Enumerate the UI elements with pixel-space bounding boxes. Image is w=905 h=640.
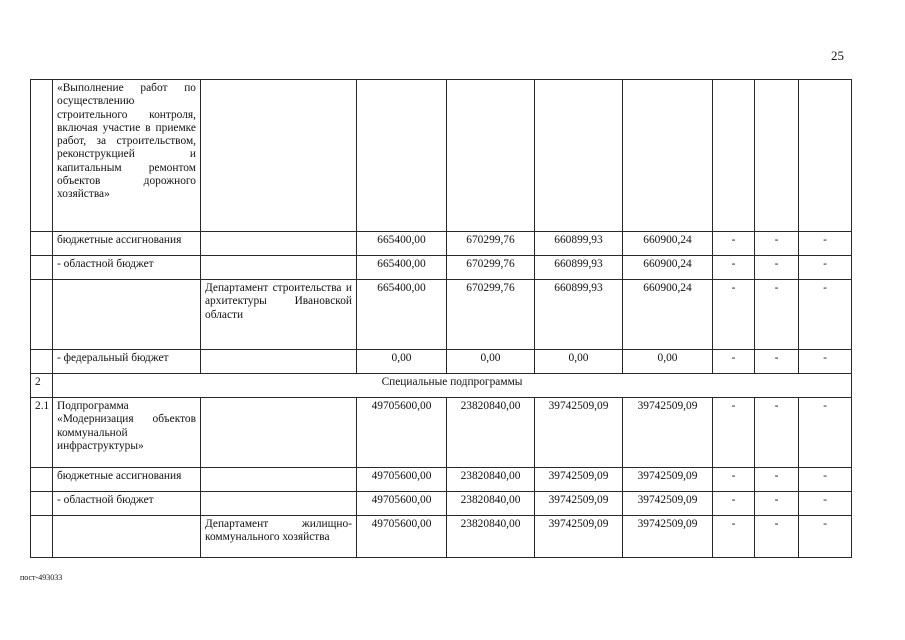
row-id bbox=[31, 80, 53, 232]
row-id bbox=[31, 256, 53, 280]
value-cell: 49705600,00 bbox=[357, 516, 447, 558]
row-executor bbox=[201, 256, 357, 280]
dash-cell: - bbox=[713, 468, 755, 492]
value-cell bbox=[447, 80, 535, 232]
row-name: бюджетные ассигнования bbox=[53, 232, 201, 256]
table-row bbox=[31, 350, 852, 374]
dash-cell: - bbox=[799, 492, 852, 516]
value-cell: 660899,93 bbox=[535, 280, 623, 350]
dash-cell bbox=[799, 80, 852, 232]
value-cell bbox=[357, 80, 447, 232]
value-cell: 660899,93 bbox=[535, 256, 623, 280]
value-cell: 49705600,00 bbox=[357, 398, 447, 468]
value-cell: 39742509,09 bbox=[623, 516, 713, 558]
table-row bbox=[31, 232, 852, 256]
footer-code: пост-493033 bbox=[20, 573, 63, 582]
value-cell: 660900,24 bbox=[623, 256, 713, 280]
value-cell: 39742509,09 bbox=[535, 468, 623, 492]
value-cell: 0,00 bbox=[447, 350, 535, 374]
value-cell: 49705600,00 bbox=[357, 468, 447, 492]
value-cell: 660900,24 bbox=[623, 232, 713, 256]
dash-cell: - bbox=[799, 256, 852, 280]
dash-cell: - bbox=[799, 350, 852, 374]
value-cell: 39742509,09 bbox=[623, 468, 713, 492]
dash-cell: - bbox=[755, 492, 799, 516]
value-cell: 39742509,09 bbox=[535, 398, 623, 468]
row-id bbox=[31, 468, 53, 492]
row-executor: Департамент жилищно-коммунального хозяйства bbox=[201, 516, 357, 558]
value-cell: 39742509,09 bbox=[535, 492, 623, 516]
row-name bbox=[53, 280, 201, 350]
value-cell: 660900,24 bbox=[623, 280, 713, 350]
value-cell: 23820840,00 bbox=[447, 468, 535, 492]
value-cell: 23820840,00 bbox=[447, 516, 535, 558]
value-cell: 39742509,09 bbox=[623, 398, 713, 468]
row-name: Подпрограмма «Модернизация объектов коммунальной инфраструктуры» bbox=[53, 398, 201, 468]
dash-cell: - bbox=[755, 350, 799, 374]
dash-cell: - bbox=[799, 232, 852, 256]
dash-cell: - bbox=[799, 398, 852, 468]
value-cell: 660899,93 bbox=[535, 232, 623, 256]
page-number: 25 bbox=[831, 48, 844, 63]
dash-cell: - bbox=[713, 350, 755, 374]
dash-cell: - bbox=[713, 280, 755, 350]
table-row bbox=[31, 516, 852, 558]
dash-cell: - bbox=[799, 516, 852, 558]
value-cell: 665400,00 bbox=[357, 280, 447, 350]
table-row bbox=[31, 280, 852, 350]
value-cell bbox=[623, 80, 713, 232]
row-id bbox=[31, 350, 53, 374]
dash-cell bbox=[713, 80, 755, 232]
section-row bbox=[31, 374, 852, 398]
row-id bbox=[31, 492, 53, 516]
dash-cell: - bbox=[755, 280, 799, 350]
value-cell: 23820840,00 bbox=[447, 398, 535, 468]
table-row bbox=[31, 492, 852, 516]
row-name: бюджетные ассигнования bbox=[53, 468, 201, 492]
dash-cell: - bbox=[799, 280, 852, 350]
section-title: Специальные подпрограммы bbox=[53, 374, 852, 398]
table-row bbox=[31, 80, 852, 232]
dash-cell: - bbox=[755, 516, 799, 558]
row-executor: Департамент строительства и архитектуры Ивановской области bbox=[201, 280, 357, 350]
budget-table bbox=[30, 79, 852, 558]
value-cell: 39742509,09 bbox=[535, 516, 623, 558]
row-id: 2 bbox=[31, 374, 53, 398]
row-id: 2.1 bbox=[31, 398, 53, 468]
table-row bbox=[31, 398, 852, 468]
row-name: «Выполнение работ по осуществлению строительного контроля, включая участие в приемке работ, за строительством, реконструкцией и капитальным ремонтом объектов дорожного хозяйства» bbox=[53, 80, 201, 232]
dash-cell: - bbox=[713, 398, 755, 468]
dash-cell: - bbox=[755, 256, 799, 280]
dash-cell: - bbox=[755, 232, 799, 256]
dash-cell bbox=[755, 80, 799, 232]
row-id bbox=[31, 232, 53, 256]
value-cell: 39742509,09 bbox=[623, 492, 713, 516]
row-id bbox=[31, 516, 53, 558]
value-cell: 0,00 bbox=[535, 350, 623, 374]
row-executor bbox=[201, 398, 357, 468]
dash-cell: - bbox=[713, 492, 755, 516]
value-cell: 665400,00 bbox=[357, 232, 447, 256]
dash-cell: - bbox=[755, 398, 799, 468]
dash-cell: - bbox=[713, 232, 755, 256]
row-executor bbox=[201, 350, 357, 374]
value-cell: 665400,00 bbox=[357, 256, 447, 280]
value-cell bbox=[535, 80, 623, 232]
table-row bbox=[31, 468, 852, 492]
row-name: - областной бюджет bbox=[53, 256, 201, 280]
dash-cell: - bbox=[713, 516, 755, 558]
row-name: - федеральный бюджет bbox=[53, 350, 201, 374]
value-cell: 670299,76 bbox=[447, 232, 535, 256]
value-cell: 670299,76 bbox=[447, 256, 535, 280]
dash-cell: - bbox=[713, 256, 755, 280]
value-cell: 23820840,00 bbox=[447, 492, 535, 516]
row-name bbox=[53, 516, 201, 558]
row-executor bbox=[201, 492, 357, 516]
value-cell: 0,00 bbox=[623, 350, 713, 374]
dash-cell: - bbox=[799, 468, 852, 492]
row-executor bbox=[201, 80, 357, 232]
table-row bbox=[31, 256, 852, 280]
row-executor bbox=[201, 468, 357, 492]
dash-cell: - bbox=[755, 468, 799, 492]
value-cell: 0,00 bbox=[357, 350, 447, 374]
row-id bbox=[31, 280, 53, 350]
value-cell: 670299,76 bbox=[447, 280, 535, 350]
row-executor bbox=[201, 232, 357, 256]
row-name: - областной бюджет bbox=[53, 492, 201, 516]
value-cell: 49705600,00 bbox=[357, 492, 447, 516]
